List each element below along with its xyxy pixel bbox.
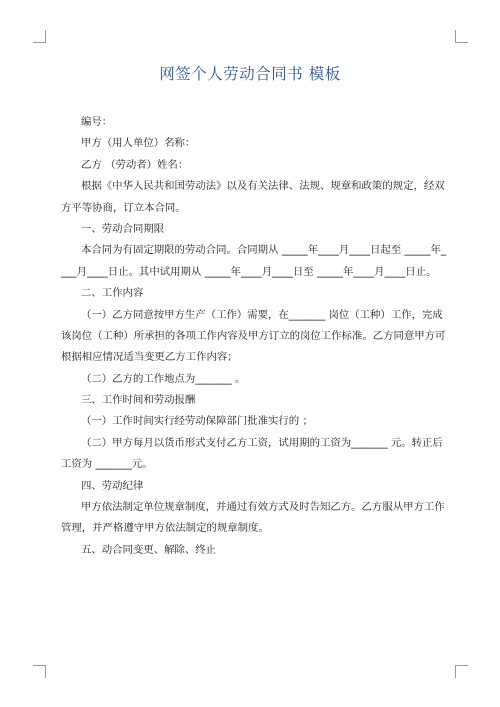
crop-mark-top-left [33, 30, 46, 43]
document-body [61, 112, 447, 561]
discipline-line-1: 甲方依法制定单位规章制度，并通过有效方式及时告知乙方。乙方服从甲方工作 [81, 501, 445, 514]
section-heading-hours-pay: 三、工作时间和劳动报酬 [81, 394, 196, 407]
party-b-line: 乙方 （劳动者）姓名： [81, 158, 189, 171]
section-heading-discipline: 四、劳动纪律 [81, 479, 144, 492]
section-heading-work-content: 二、工作内容 [81, 287, 144, 300]
work-content-line-1: （一）乙方同意按甲方生产（工作）需要，在_______ 岗位（工种）工作，完成 [81, 308, 443, 321]
crop-mark-bottom-left [33, 665, 46, 678]
crop-mark-bottom-right [455, 665, 468, 678]
section-heading-change-termination: 五、动合同变更、解除、终止 [81, 543, 217, 556]
working-hours-line: （一）工作时间实行经劳动保障部门批准实行的 ； [81, 415, 313, 428]
document-title: 网签个人劳动合同书 模板 [159, 65, 341, 83]
crop-mark-top-right [455, 30, 468, 43]
term-line-2: ___月____日止。其中试用期从 _____年____月____日至 _____年____月____日止。 [61, 265, 437, 278]
preamble-line-2: 方平等协商，订立本合同。 [61, 201, 186, 214]
work-location-line: （二）乙方的工作地点为_______ 。 [81, 372, 246, 385]
section-heading-term: 一、劳动合同期限 [81, 222, 165, 235]
party-a-line: 甲方（用人单位）名称： [81, 137, 196, 150]
work-content-line-3: 根据相应情况适当变更乙方工作内容； [61, 351, 238, 364]
wage-line-2: 工资为 _______元。 [61, 458, 153, 471]
work-content-line-2: 该岗位（工种）所承担的各项工作内容及甲方订立的岗位工作标准。乙方同意甲方可 [61, 329, 446, 342]
term-line-1: 本合同为有固定期限的劳动合同。合同期从 _____年____月____日起至 _____年_ [81, 244, 447, 257]
preamble-line-1: 根据《中华人民共和国劳动法》以及有关法律、法规、规章和政策的规定，经双 [81, 180, 445, 193]
discipline-line-2: 管理，并严格遵守甲方依法制定的规章制度。 [61, 522, 269, 535]
contract-number-line: 编号： [81, 116, 113, 128]
wage-line-1: （二）甲方每月以货币形式支付乙方工资，试用期的工资为_______ 元。转正后 [81, 436, 443, 449]
